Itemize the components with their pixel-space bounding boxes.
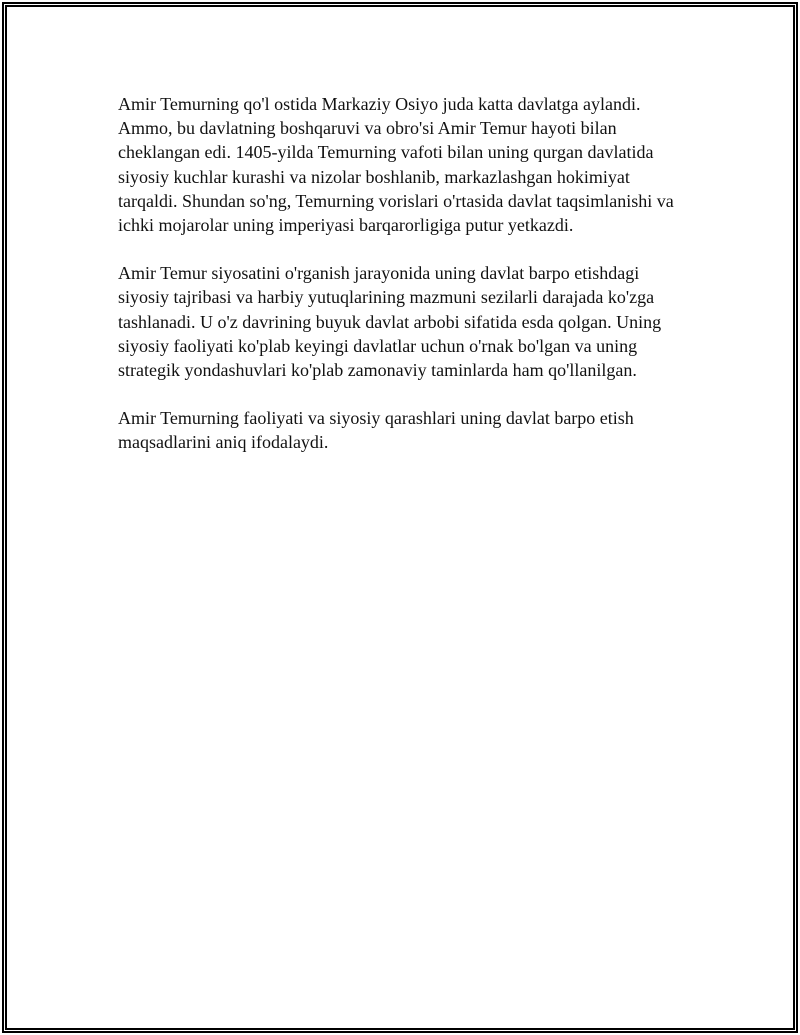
paragraph-3: Amir Temurning faoliyati va siyosiy qarashlari uning davlat barpo etish maqsadlarini aniq ifodalaydi. <box>118 408 634 453</box>
paragraph-1: Amir Temurning qo'l ostida Markaziy Osiyo juda katta davlatga aylandi. Ammo, bu davlatning boshqaruvi va obro'si Amir Temur hayoti bilan cheklangan edi. 1405-yilda Temurning vafoti bilan uning qurgan davlatida siyosiy kuchlar kurashi va nizolar boshlanib, markazlashgan hokimiyat tarqaldi. Shundan so'ng, Temurning vorislari o'rtasida davlat taqsimlanishi va ichki mojarolar uning imperiyasi barqarorligiga putur yetkazdi. <box>118 94 674 236</box>
paragraph-2: Amir Temur siyosatini o'rganish jarayonida uning davlat barpo etishdagi siyosiy tajribasi va harbiy yutuqlarining mazmuni sezilarli darajada ko'zga tashlanadi. U o'z davrining buyuk davlat arbobi sifatida esda qolgan. Uning siyosiy faoliyati ko'plab keyingi davlatlar uchun o'rnak bo'lgan va uning strategik yondashuvlari ko'plab zamonaviy taminlarda ham qo'llanilgan. <box>118 263 662 381</box>
document-body <box>118 92 688 479</box>
